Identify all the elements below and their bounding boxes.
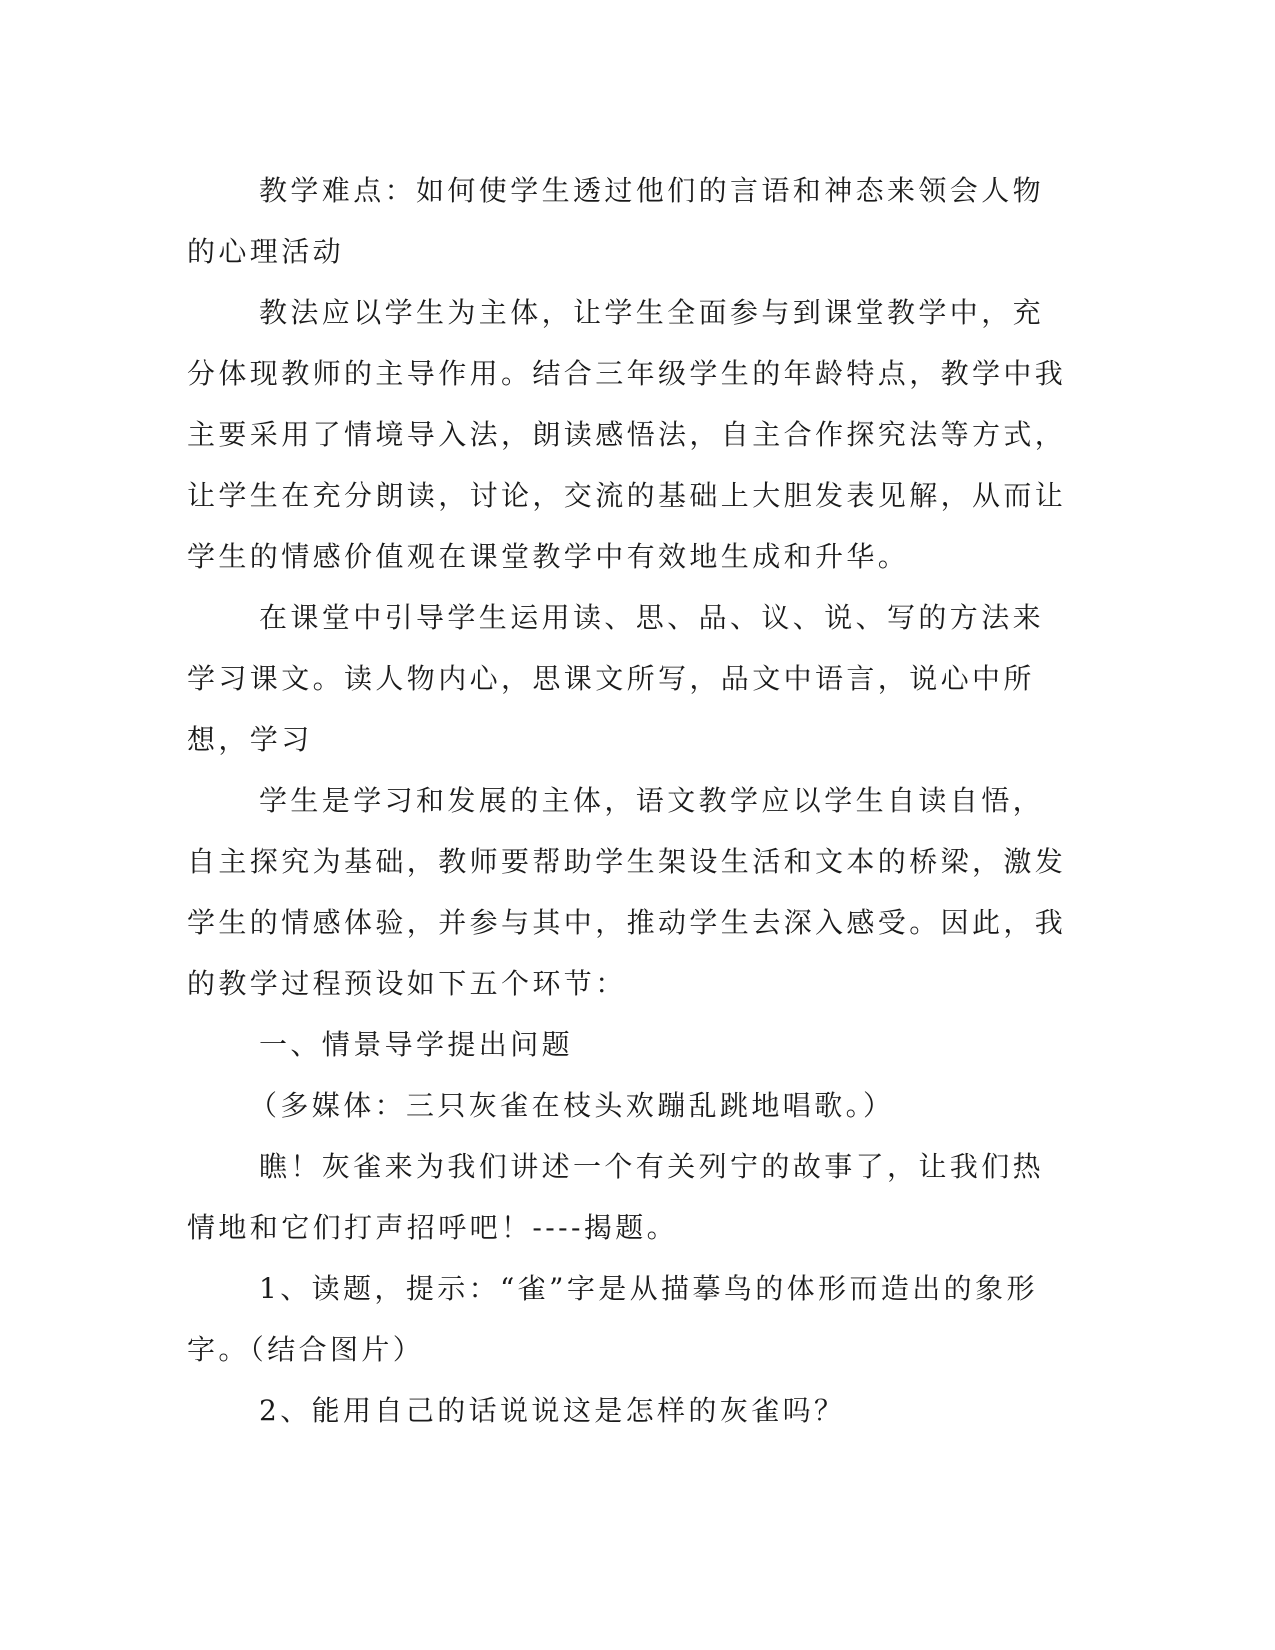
- paragraph-greeting: 瞧！灰雀来为我们讲述一个有关列宁的故事了，让我们热情地和它们打声招呼吧！----揭题。: [187, 1150, 1045, 1244]
- paragraph-teaching-difficulty: 教学难点：如何使学生透过他们的言语和神态来领会人物的心理活动: [187, 174, 1045, 268]
- list-item-2: 2、能用自己的话说说这是怎样的灰雀吗？: [259, 1394, 846, 1427]
- paragraph-student-subject: 学生是学习和发展的主体，语文教学应以学生自读自悟，自主探究为基础，教师要帮助学生架设生活和文本的桥梁，激发学生的情感体验，并参与其中，推动学生去深入感受。因此，我的教学过程预设如下五个环节：: [187, 784, 1067, 1000]
- section-heading-one: 一、情景导学提出问题: [259, 1028, 574, 1061]
- paragraph-multimedia-note: （多媒体：三只灰雀在枝头欢蹦乱跳地唱歌。）: [249, 1089, 895, 1122]
- paragraph-classroom-guidance: 在课堂中引导学生运用读、思、品、议、说、写的方法来学习课文。读人物内心，思课文所写，品文中语言，说心中所想，学习: [187, 601, 1045, 756]
- list-item-1: 1、读题，提示：“雀”字是从描摹鸟的体形而造出的象形字。（结合图片）: [187, 1272, 1038, 1366]
- document-body: [187, 160, 1067, 1441]
- paragraph-teaching-method: 教法应以学生为主体，让学生全面参与到课堂教学中，充分体现教师的主导作用。结合三年级学生的年龄特点，教学中我主要采用了情境导入法，朗读感悟法，自主合作探究法等方式，让学生在充分朗读，讨论，交流的基础上大胆发表见解，从而让学生的情感价值观在课堂教学中有效地生成和升华。: [187, 296, 1067, 573]
